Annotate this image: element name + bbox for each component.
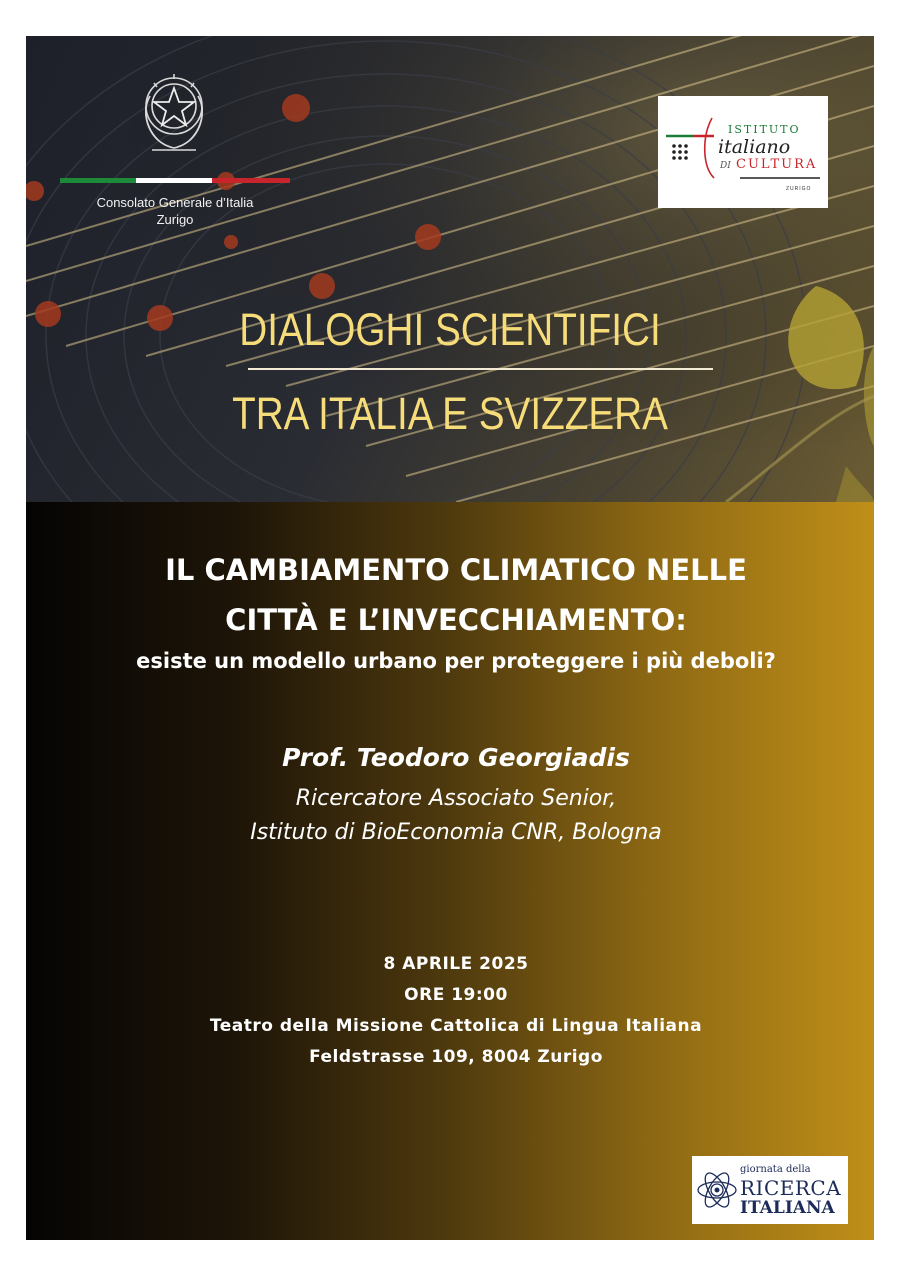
header-panel [26, 36, 874, 502]
series-title-line1: DIALOGHI SCIENTIFICI [239, 304, 661, 355]
giornata-ricerca-italiana-logo [692, 1156, 848, 1224]
atom-anchor-icon [696, 1162, 738, 1218]
event-date: 8 APRILE 2025 [383, 954, 529, 974]
speaker-name: Prof. Teodoro Georgiadis [282, 743, 630, 772]
italiano-word: italiano [718, 136, 791, 158]
speaker-institution: Istituto di BioEconomia CNR, Bologna [250, 820, 662, 845]
ricerca-line3: ITALIANA [740, 1198, 835, 1218]
event-venue: Teatro della Missione Cattolica di Lingua Italiana [209, 1016, 703, 1036]
talk-title-line1: IL CAMBIAMENTO CLIMATICO NELLE [165, 553, 747, 587]
consolato-name: Consolato Generale d’Italia [96, 195, 254, 210]
ricerca-line1: giornata della [740, 1164, 811, 1175]
istituto-word: ISTITUTO [728, 123, 801, 136]
event-time: ORE 19:00 [404, 985, 508, 1005]
poster [26, 36, 874, 1240]
repubblica-italiana-emblem-icon [132, 66, 216, 158]
talk-title-line2: CITTÀ E L’INVECCHIAMENTO: [225, 603, 687, 637]
zurigo-word: ZURIGO [786, 186, 812, 192]
speaker-role: Ricercatore Associato Senior, [295, 786, 617, 811]
title-divider [248, 368, 713, 370]
istituto-italiano-cultura-logo [658, 96, 828, 208]
series-title-line2: TRA ITALIA E SVIZZERA [232, 388, 668, 439]
event-address: Feldstrasse 109, 8004 Zurigo [309, 1047, 603, 1067]
di-word: DI [720, 161, 731, 171]
ricerca-line2: RICERCA [740, 1176, 842, 1200]
talk-subtitle: esiste un modello urbano per proteggere i più deboli? [136, 649, 776, 673]
consolato-city: Zurigo [156, 212, 194, 227]
italian-flag-stripe [60, 178, 290, 183]
cultura-word: CULTURA [736, 157, 818, 172]
consolato-caption [60, 194, 290, 228]
